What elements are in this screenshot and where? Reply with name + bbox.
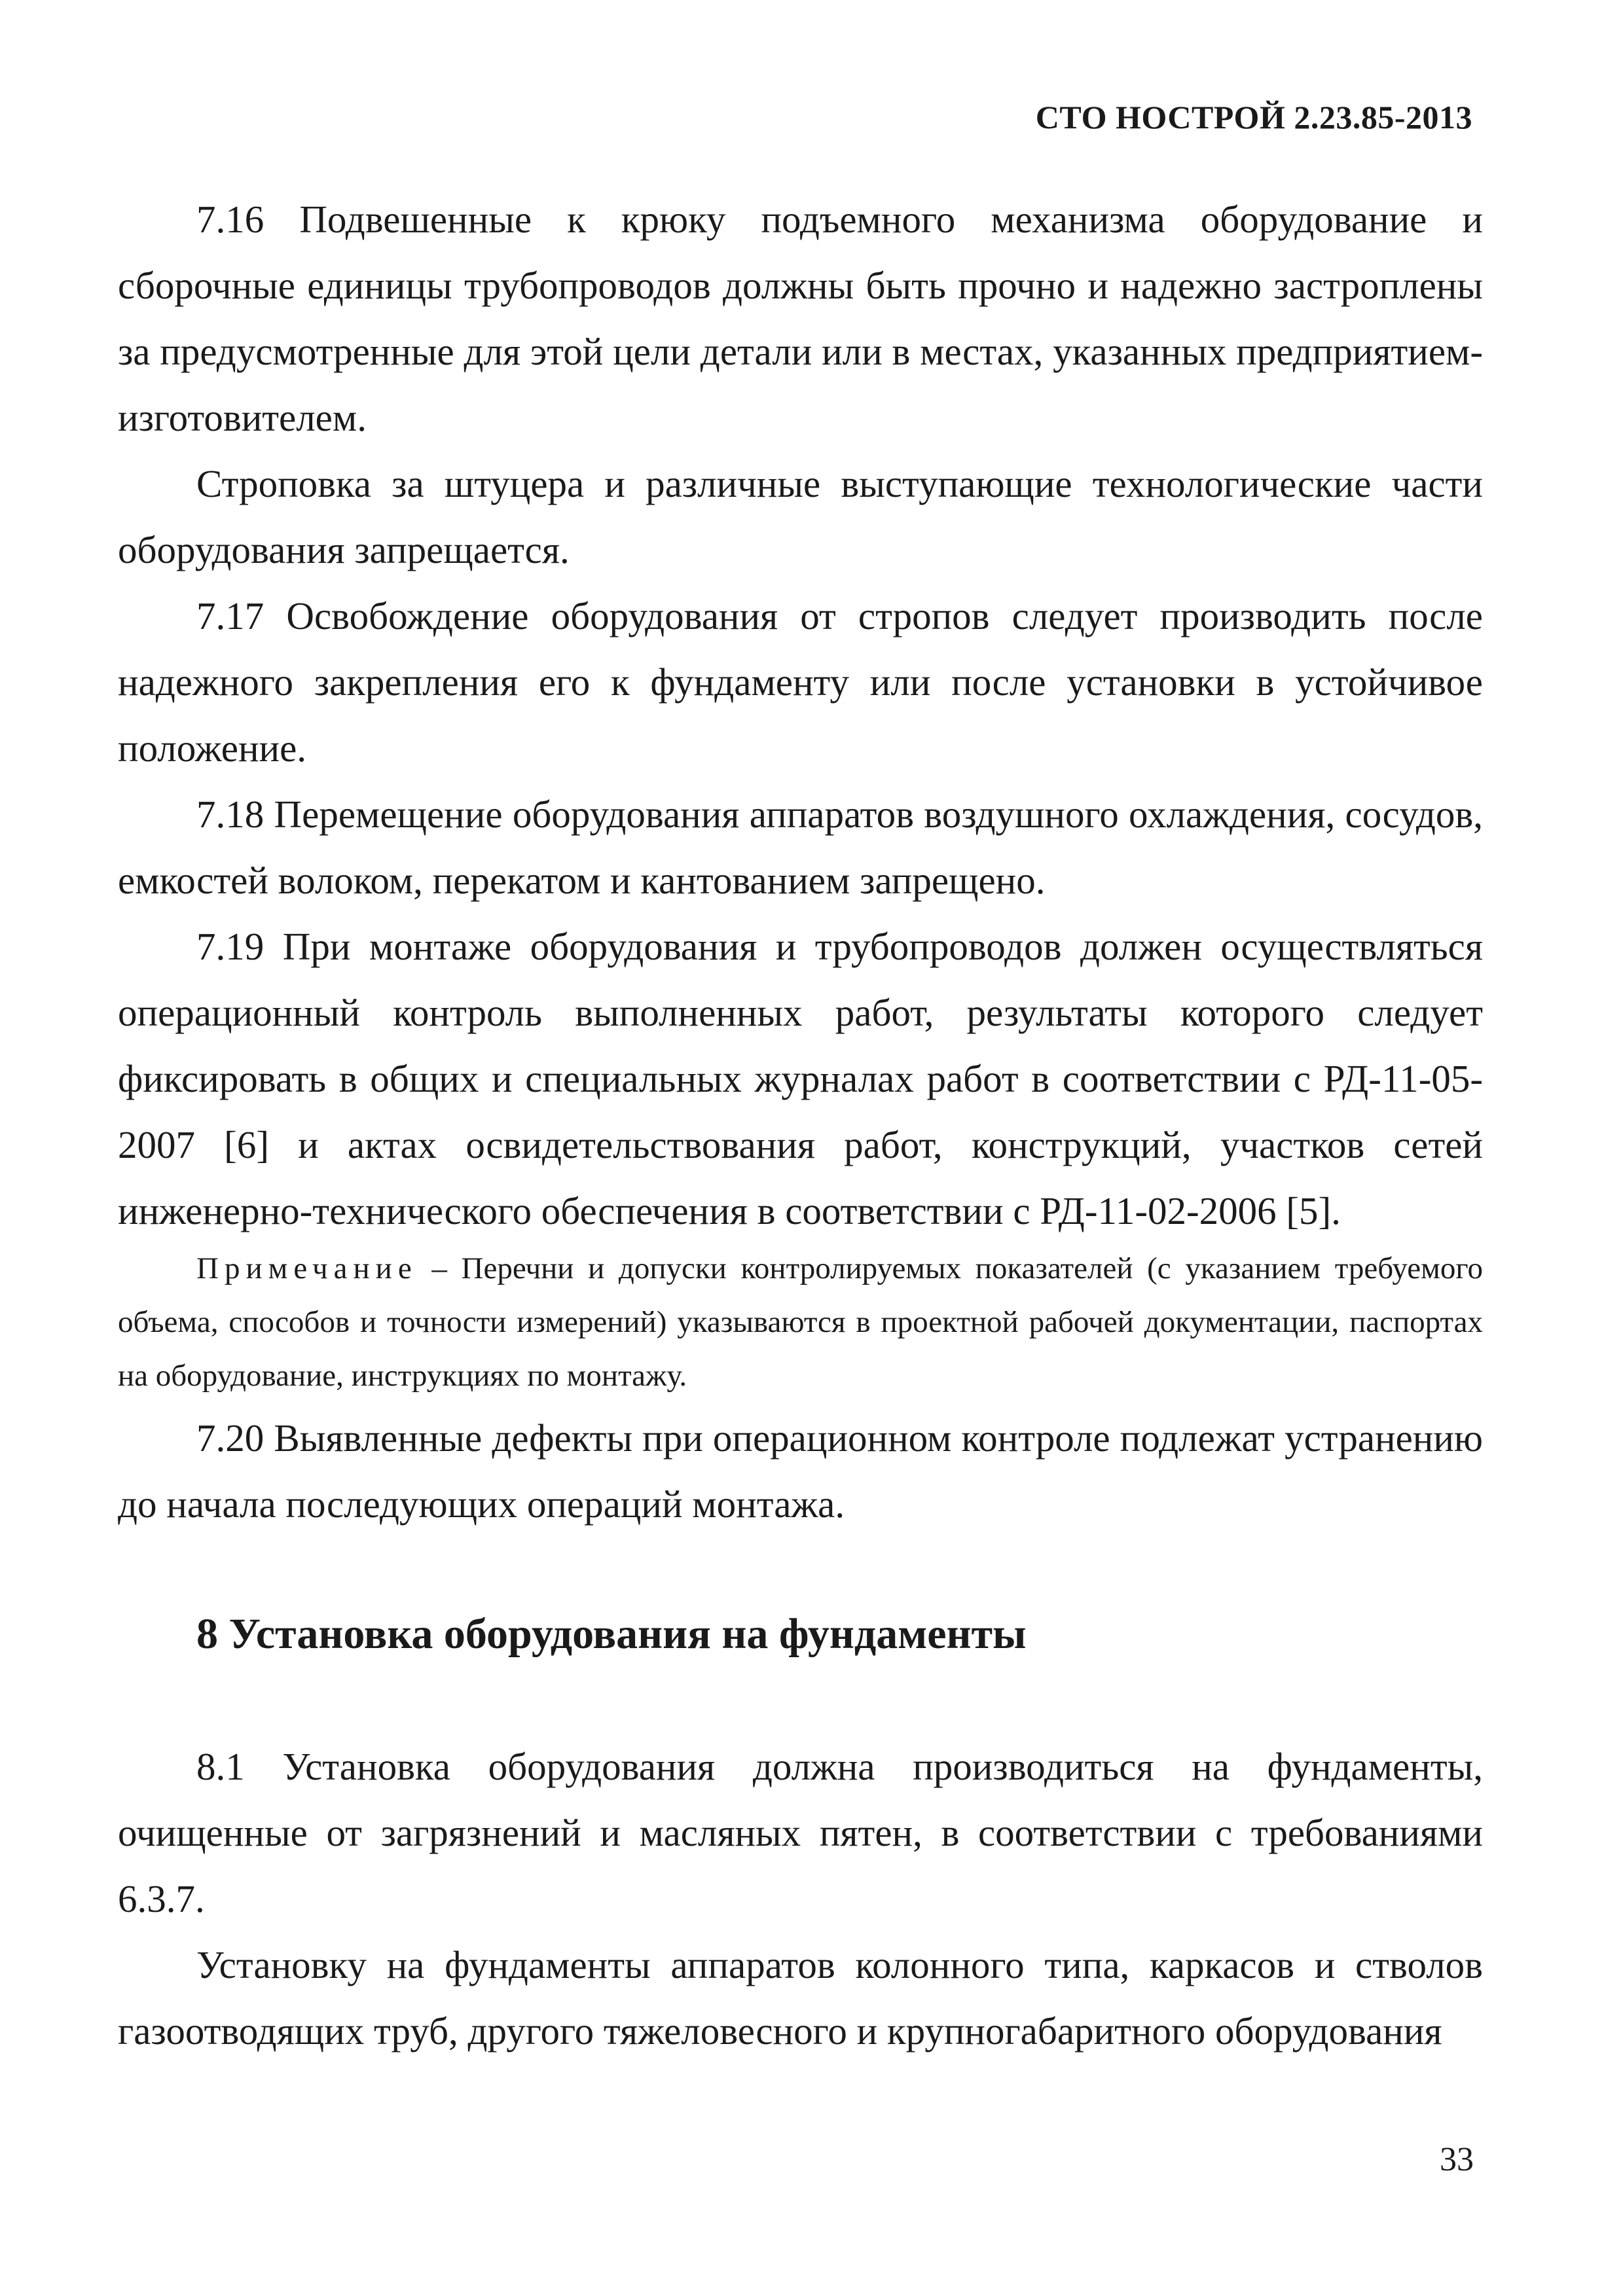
section-8-heading: 8 Установка оборудования на фундаменты: [196, 1610, 1027, 1658]
paragraph-7-16-slinging: Строповка за штуцера и различные выступающие технологические части оборудования запрещается.: [118, 462, 1483, 571]
paragraph-7-19: 7.19 При монтаже оборудования и трубопроводов должен осуществляться операционный контроль выполненных работ, результаты которого следует фиксировать в общих и специальных журналах работ в соответствии с РД-11-05-2007 [6] и актах освидетельствования работ, конструкций, участков сетей инженерно-технического обеспечения в соответствии с РД-11-02-2006 [5].: [118, 925, 1483, 1232]
note-text: – Перечни и допуски контролируемых показателей (с указанием требуемого объема, способов и точности измерений) указываются в проектной рабочей документации, паспортах на оборудование, инструкциях по монтажу.: [118, 1251, 1483, 1393]
document-body: [118, 187, 1483, 2064]
note-label: Примечание: [196, 1251, 418, 1285]
paragraph-7-17: 7.17 Освобождение оборудования от стропов следует производить после надежного закрепления его к фундаменту или после установки в устойчивое положение.: [118, 594, 1483, 770]
paragraph-7-20: 7.20 Выявленные дефекты при операционном контроле подлежат устранению до начала последующих операций монтажа.: [118, 1416, 1483, 1526]
paragraph-8-1-installation: Установку на фундаменты аппаратов колонного типа, каркасов и стволов газоотводящих труб, другого тяжеловесного и крупногабаритного оборудования: [118, 1943, 1483, 2053]
note-block: [118, 1242, 1483, 1403]
document-code-header: СТО НОСТРОЙ 2.23.85-2013: [1035, 99, 1472, 135]
paragraph-7-18: 7.18 Перемещение оборудования аппаратов воздушного охлаждения, сосудов, емкостей волоком, перекатом и кантованием запрещено.: [118, 793, 1483, 902]
paragraph-7-16: 7.16 Подвешенные к крюку подъемного механизма оборудование и сборочные единицы трубопроводов должны быть прочно и надежно застроплены за предусмотренные для этой цели детали или в местах, указанных предприятием-изготовителем.: [118, 198, 1483, 439]
page-number: 33: [1440, 2141, 1474, 2178]
paragraph-8-1: 8.1 Установка оборудования должна производиться на фундаменты, очищенные от загрязнений и масляных пятен, в соответствии с требованиями 6.3.7.: [118, 1745, 1483, 1920]
